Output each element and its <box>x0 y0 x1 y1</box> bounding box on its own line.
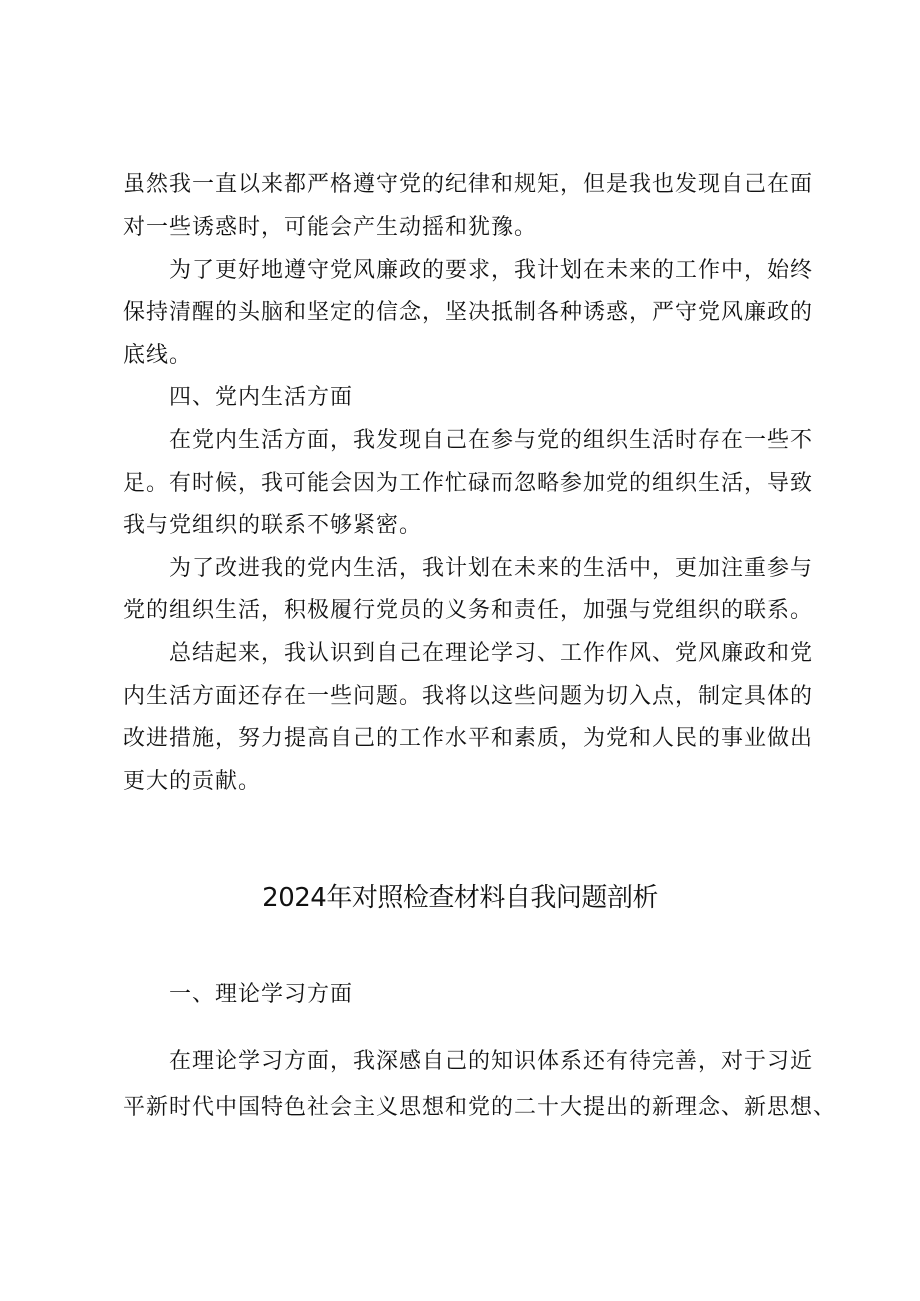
body-text-line: 保持清醒的头脑和坚定的信念，坚决抵制各种诱惑，严守党风廉政的 <box>123 300 814 325</box>
body-text-line: 更大的贡献。 <box>123 769 262 794</box>
body-text-line: 平新时代中国特色社会主义思想和党的二十大提出的新理念、新思想、 <box>123 1095 837 1120</box>
body-text-line: 底线。 <box>123 343 193 368</box>
document-title: 2024年对照检查材料自我问题剖析 <box>262 883 658 913</box>
paragraph-start-line: 总结起来，我认识到自己在理论学习、工作作风、党风廉政和党 <box>169 641 814 666</box>
paragraph-start-line: 在理论学习方面，我深感自己的知识体系还有待完善，对于习近 <box>169 1049 814 1074</box>
paragraph-start-line: 为了改进我的党内生活，我计划在未来的生活中，更加注重参与 <box>169 556 814 581</box>
body-text-line: 我与党组织的联系不够紧密。 <box>123 513 423 538</box>
body-text-line: 足。有时候，我可能会因为工作忙碌而忽略参加党的组织生活，导致 <box>123 471 814 496</box>
body-text-line: 改进措施，努力提高自己的工作水平和素质，为党和人民的事业做出 <box>123 726 814 751</box>
section-heading: 一、理论学习方面 <box>169 982 354 1007</box>
body-text-line: 对一些诱惑时，可能会产生动摇和犹豫。 <box>123 215 538 240</box>
paragraph-start-line: 在党内生活方面，我发现自己在参与党的组织生活时存在一些不 <box>169 428 814 453</box>
paragraph-start-line: 为了更好地遵守党风廉政的要求，我计划在未来的工作中，始终 <box>169 258 814 283</box>
section-heading: 四、党内生活方面 <box>169 385 354 410</box>
body-text-line: 内生活方面还存在一些问题。我将以这些问题为切入点，制定具体的 <box>123 684 814 709</box>
body-text-line: 虽然我一直以来都严格遵守党的纪律和规矩，但是我也发现自己在面 <box>123 172 814 197</box>
body-text-line: 党的组织生活，积极履行党员的义务和责任，加强与党组织的联系。 <box>123 598 814 623</box>
